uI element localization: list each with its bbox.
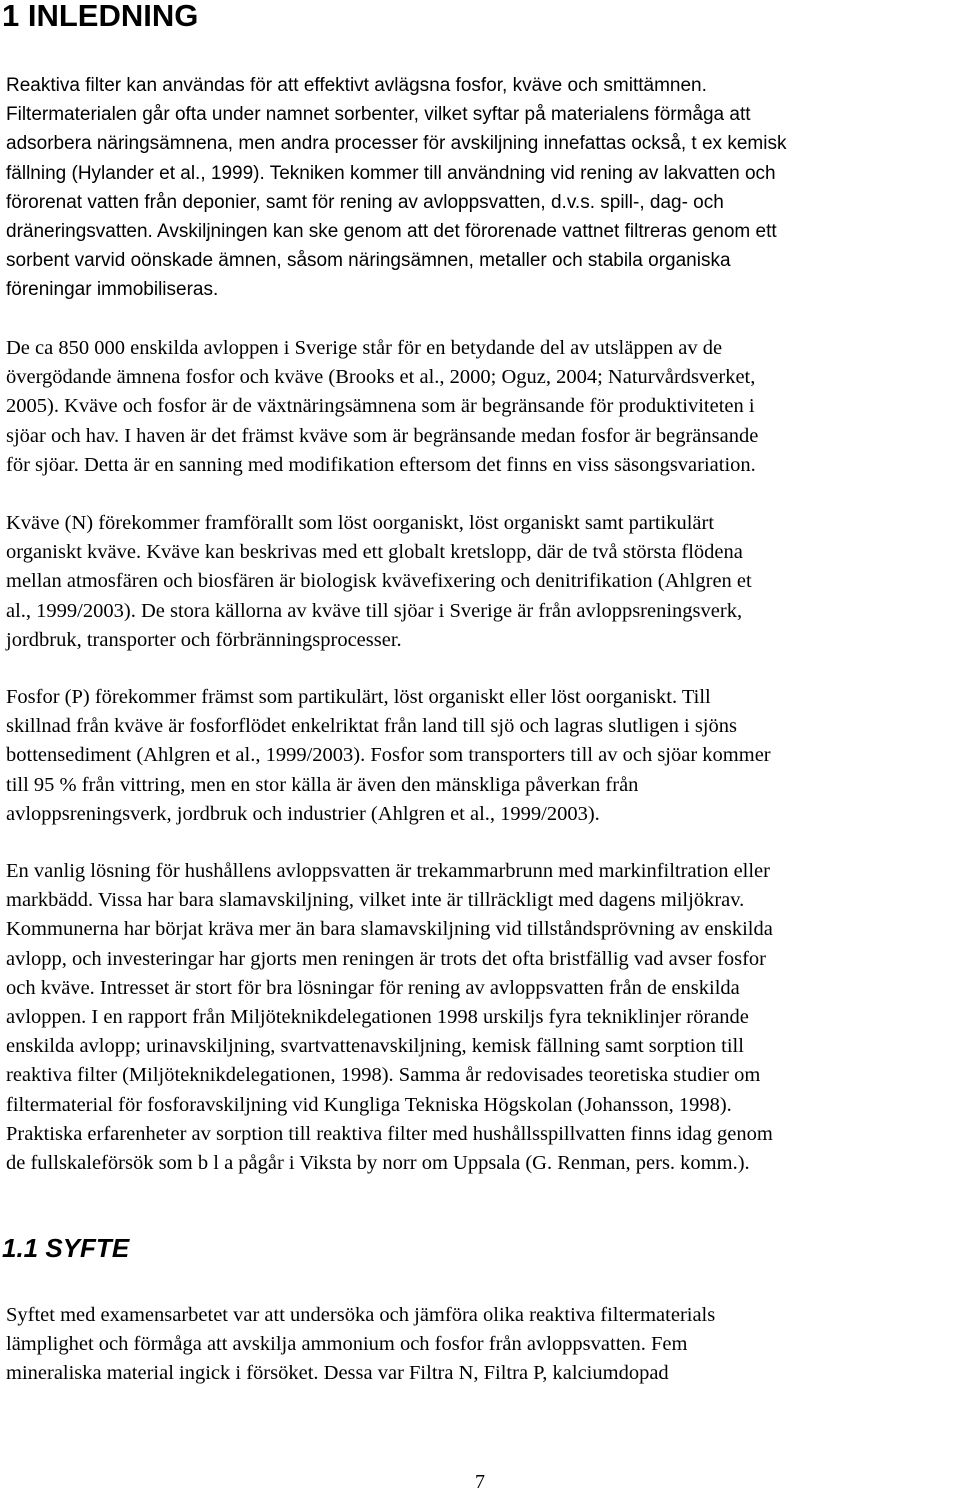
- text-line: Kommunerna har börjat kräva mer än bara slamavskiljning vid tillståndsprövning av enskilda: [6, 918, 773, 941]
- text-line: till 95 % från vittring, men en stor källa är även den mänskliga påverkan från: [6, 773, 639, 796]
- page-number: 7: [475, 1471, 485, 1493]
- text-line: organiskt kväve. Kväve kan beskrivas med ett globalt kretslopp, där de två största flödena: [6, 541, 743, 564]
- text-line: för sjöar. Detta är en sanning med modifikation eftersom det finns en viss säsongsvariation.: [6, 453, 756, 476]
- text-line: Syftet med examensarbetet var att undersöka och jämföra olika reaktiva filtermaterials: [6, 1304, 716, 1326]
- text-line: lämplighet och förmåga att avskilja ammonium och fosfor från avloppsvatten. Fem: [6, 1333, 688, 1356]
- paragraph-purpose: [6, 1301, 956, 1389]
- paragraph-nitrogen: [6, 509, 956, 655]
- text-line: enskilda avlopp; urinavskiljning, svartvattenavskiljning, kemisk fällning samt sorption till: [6, 1035, 744, 1058]
- text-line: sorbent varvid oönskade ämnen, såsom näringsämnen, metaller och stabila organiska: [6, 250, 731, 272]
- paragraph-phosphorus: [6, 683, 956, 829]
- section-heading-inledning: 1 INLEDNING: [2, 0, 199, 33]
- text-line: Praktiska erfarenheter av sorption till reaktiva filter med hushållsspillvatten finns idag genom: [6, 1122, 773, 1145]
- text-line: fällning (Hylander et al., 1999). Tekniken kommer till användning vid rening av lakvatten och: [6, 162, 776, 184]
- text-line: filtermaterial för fosforavskiljning vid Kungliga Tekniska Högskolan (Johansson, 1998).: [6, 1093, 732, 1116]
- text-line: Fosfor (P) förekommer främst som partikulärt, löst organiskt eller löst oorganiskt. Till: [6, 686, 711, 708]
- text-line: bottensediment (Ahlgren et al., 1999/2003). Fosfor som transporters till av och sjöar kommer: [6, 744, 771, 767]
- text-line: En vanlig lösning för hushållens avloppsvatten är trekammarbrunn med markinfiltration eller: [6, 860, 770, 882]
- text-line: Filtermaterialen går ofta under namnet sorbenter, vilket syftar på materialens förmåga att: [6, 104, 751, 126]
- paragraph-household-solutions: [6, 857, 956, 1178]
- text-line: De ca 850 000 enskilda avloppen i Sverige står för en betydande del av utsläppen av de: [6, 337, 723, 359]
- text-line: mellan atmosfären och biosfären är biologisk kvävefixering och denitrifikation (Ahlgren et: [6, 570, 752, 593]
- text-line: förorenat vatten från deponier, samt för rening av avloppsvatten, d.v.s. spill-, dag- och: [6, 191, 724, 213]
- paragraph-reactive-filters: [6, 71, 956, 305]
- text-line: skillnad från kväve är fosforflödet enkelriktat från land till sjö och lagras slutligen i sjöns: [6, 715, 737, 738]
- text-line: markbädd. Vissa har bara slamavskiljning, vilket inte är tillräckligt med dagens miljökrav.: [6, 889, 745, 912]
- text-line: mineraliska material ingick i försöket. Dessa var Filtra N, Filtra P, kalciumdopad: [6, 1362, 669, 1385]
- text-line: jordbruk, transporter och förbränningsprocesser.: [6, 628, 402, 651]
- text-line: föreningar immobiliseras.: [6, 279, 219, 301]
- text-line: Kväve (N) förekommer framförallt som löst oorganiskt, löst organiskt samt partikulärt: [6, 512, 715, 534]
- text-line: 2005). Kväve och fosfor är de växtnäringsämnena som är begränsande för produktiviteten i: [6, 395, 755, 418]
- text-line: Reaktiva filter kan användas för att effektivt avlägsna fosfor, kväve och smittämnen.: [6, 75, 707, 96]
- section-heading-syfte: 1.1 SYFTE: [2, 1233, 130, 1263]
- text-line: reaktiva filter (Miljöteknikdelegationen, 1998). Samma år redovisades teoretiska studier om: [6, 1064, 761, 1087]
- text-line: avlopp, och investeringar har gjorts men reningen är trots det ofta bristfällig vad avser fosfor: [6, 947, 766, 970]
- text-line: dräneringsvatten. Avskiljningen kan ske genom att det förorenade vattnet filtreras genom ett: [6, 221, 777, 243]
- text-line: övergödande ämnena fosfor och kväve (Brooks et al., 2000; Oguz, 2004; Naturvårdsverket,: [6, 366, 756, 389]
- paragraph-private-sewage: [6, 334, 956, 480]
- text-line: sjöar och hav. I haven är det främst kväve som är begränsande medan fosfor är begränsande: [6, 424, 759, 447]
- text-line: adsorbera näringsämnena, men andra processer för avskiljning innefattas också, t ex kemisk: [6, 133, 787, 155]
- text-line: och kväve. Intresset är stort för bra lösningar för rening av avloppsvatten från de enskilda: [6, 976, 740, 999]
- text-line: avloppen. I en rapport från Miljöteknikdelegationen 1998 urskiljs fyra tekniklinjer rörande: [6, 1006, 749, 1029]
- text-line: de fullskaleförsök som b l a pågår i Viksta by norr om Uppsala (G. Renman, pers. komm.).: [6, 1152, 750, 1175]
- text-line: avloppsreningsverk, jordbruk och industrier (Ahlgren et al., 1999/2003).: [6, 802, 600, 825]
- text-line: al., 1999/2003). De stora källorna av kväve till sjöar i Sverige är från avloppsreningsverk,: [6, 599, 743, 622]
